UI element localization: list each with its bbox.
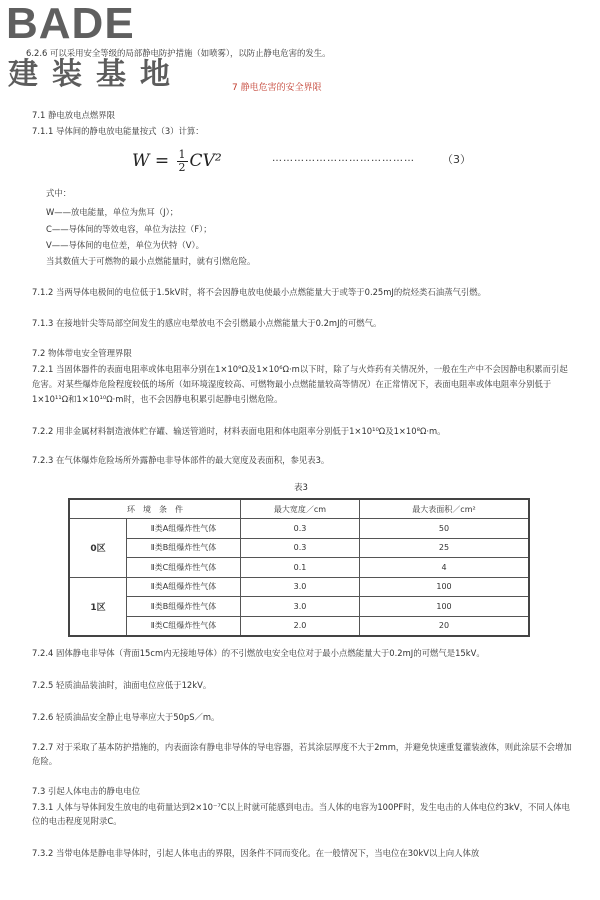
para-7-2-5: 7.2.5 轻质油品装油时，油面电位应低于12kV。 (32, 680, 212, 690)
table-row (69, 616, 529, 636)
area-cell: 20 (360, 616, 530, 636)
header-cell: 最大表面积／cm² (360, 499, 530, 519)
para-7-2-6: 7.2.6 轻质油品安全静止电导率应大于50pS／m。 (32, 712, 220, 722)
formula-rhs: CV² (189, 151, 222, 171)
zone-cell: 1区 (69, 577, 127, 636)
para-7-1-2: 7.1.2 当两导体电极间的电位低于1.5kV时，将不会因静电放电使最小点燃能量大于或等于0.25mJ的烷烃类石油蒸气引燃。 (32, 287, 487, 297)
area-cell: 50 (360, 519, 530, 539)
legend-line: V——导体间的电位差，单位为伏特（V）。 (46, 240, 205, 250)
header-cell: 环 境 条 件 (69, 499, 241, 519)
condition-cell: Ⅱ类B组爆炸性气体 (127, 597, 241, 617)
table-row (69, 558, 529, 578)
condition-cell: Ⅱ类B组爆炸性气体 (127, 538, 241, 558)
width-cell: 0.3 (241, 538, 360, 558)
para-7-2-3: 7.2.3 在气体爆炸危险场所外露静电非导体部件的最大宽度及表面积，参见表3。 (32, 455, 330, 465)
para-7-1-1: 7.1.1 导体间的静电放电能量按式（3）计算： (32, 126, 204, 136)
width-cell: 0.1 (241, 558, 360, 578)
area-cell: 4 (360, 558, 530, 578)
top-line: 6.2.6 可以采用安全等级的局部静电防护措施（如喷雾），以防止静电危害的发生。 (26, 48, 331, 58)
heading-7-1: 7.1 静电放电点燃界限 (32, 110, 115, 120)
condition-cell: Ⅱ类A组爆炸性气体 (127, 519, 241, 539)
formula (132, 146, 222, 176)
section-title: 7 静电危害的安全界限 (232, 83, 322, 93)
para-7-2-2: 7.2.2 用非金属材料制造液体贮存罐、输送管道时，材料表面电阻和体电阻率分别低于1×10¹⁰Ω及1×10⁸Ω·m。 (32, 426, 446, 436)
table-row (69, 597, 529, 617)
width-cell: 3.0 (241, 577, 360, 597)
equation-number: （3） (442, 153, 471, 166)
legend-line: 当其数值大于可燃物的最小点燃能量时，就有引燃危险。 (46, 256, 256, 266)
heading-7-2: 7.2 物体带电安全管理界限 (32, 348, 132, 358)
legend-line: C——导体间的等效电容，单位为法拉（F）； (46, 224, 212, 234)
formula-fraction (177, 149, 188, 174)
condition-cell: Ⅱ类C组爆炸性气体 (127, 558, 241, 578)
para-7-2-7: 7.2.7 对于采取了基本防护措施的，内表面涂有静电非导体的导电容器，若其涂层厚度不大于2mm，并避免快速重复灌装液体，则此涂层不会增加危险。 (32, 742, 572, 766)
legend-line: 式中： (46, 188, 72, 198)
table-row (69, 577, 529, 597)
table-row (69, 538, 529, 558)
area-cell: 25 (360, 538, 530, 558)
formula-dots: ………………………………… (272, 153, 415, 164)
table-caption: 表3 (294, 483, 308, 493)
header-cell: 最大宽度／cm (241, 499, 360, 519)
logo-tagline: 建装基地 (8, 57, 184, 92)
para-7-2-1: 7.2.1 当固体器件的表面电阻率或体电阻率分别在1×10⁹Ω及1×10⁶Ω·m以下时，除了与火炸药有关情况外，一般在生产中不会因静电积累而引起危害。对某些爆炸危险程度较低的场所（如环境湿度较高、可燃物最小点燃能量较高等情况）在正常情况下，表面电阻率或体电阻率分别低于1×10¹¹Ω和1×10¹⁰Ω·m时，也不会因静电积累引起静电引燃危险。 (32, 364, 568, 404)
area-cell: 100 (360, 597, 530, 617)
para-7-2-4: 7.2.4 固体静电非导体（背面15cm内无接地导体）的不引燃放电安全电位对于最小点燃能量大于0.2mJ的可燃气是15kV。 (32, 648, 485, 658)
table-3 (68, 498, 530, 637)
width-cell: 0.3 (241, 519, 360, 539)
formula-den: 2 (178, 161, 186, 174)
para-7-3-2: 7.3.2 当带电体是静电非导体时，引起人体电击的界限，因条件不同而变化。在一般情况下，当电位在30kV以上向人体放 (32, 848, 480, 858)
condition-cell: Ⅱ类C组爆炸性气体 (127, 616, 241, 636)
para-7-1-3: 7.1.3 在接地针尖等局部空间发生的感应电晕放电不会引燃最小点燃能量大于0.2mJ的可燃气。 (32, 318, 382, 328)
width-cell: 3.0 (241, 597, 360, 617)
legend-line: W——放电能量，单位为焦耳（J）； (46, 207, 179, 217)
area-cell: 100 (360, 577, 530, 597)
logo-bade: BADE (6, 0, 135, 48)
heading-7-3: 7.3 引起人体电击的静电电位 (32, 786, 141, 796)
formula-lhs: W = (132, 151, 170, 171)
table-row (69, 519, 529, 539)
formula-num: 1 (178, 148, 186, 161)
width-cell: 2.0 (241, 616, 360, 636)
para-7-3-1: 7.3.1 人体与导体间发生放电的电荷量达到2×10⁻⁷C以上时就可能感到电击。当人体的电容为100PF时，发生电击的人体电位约3kV，不同人体电位的电击程度见附录C。 (32, 802, 570, 826)
table-header-row (69, 499, 529, 519)
condition-cell: Ⅱ类A组爆炸性气体 (127, 577, 241, 597)
zone-cell: 0区 (69, 519, 127, 578)
